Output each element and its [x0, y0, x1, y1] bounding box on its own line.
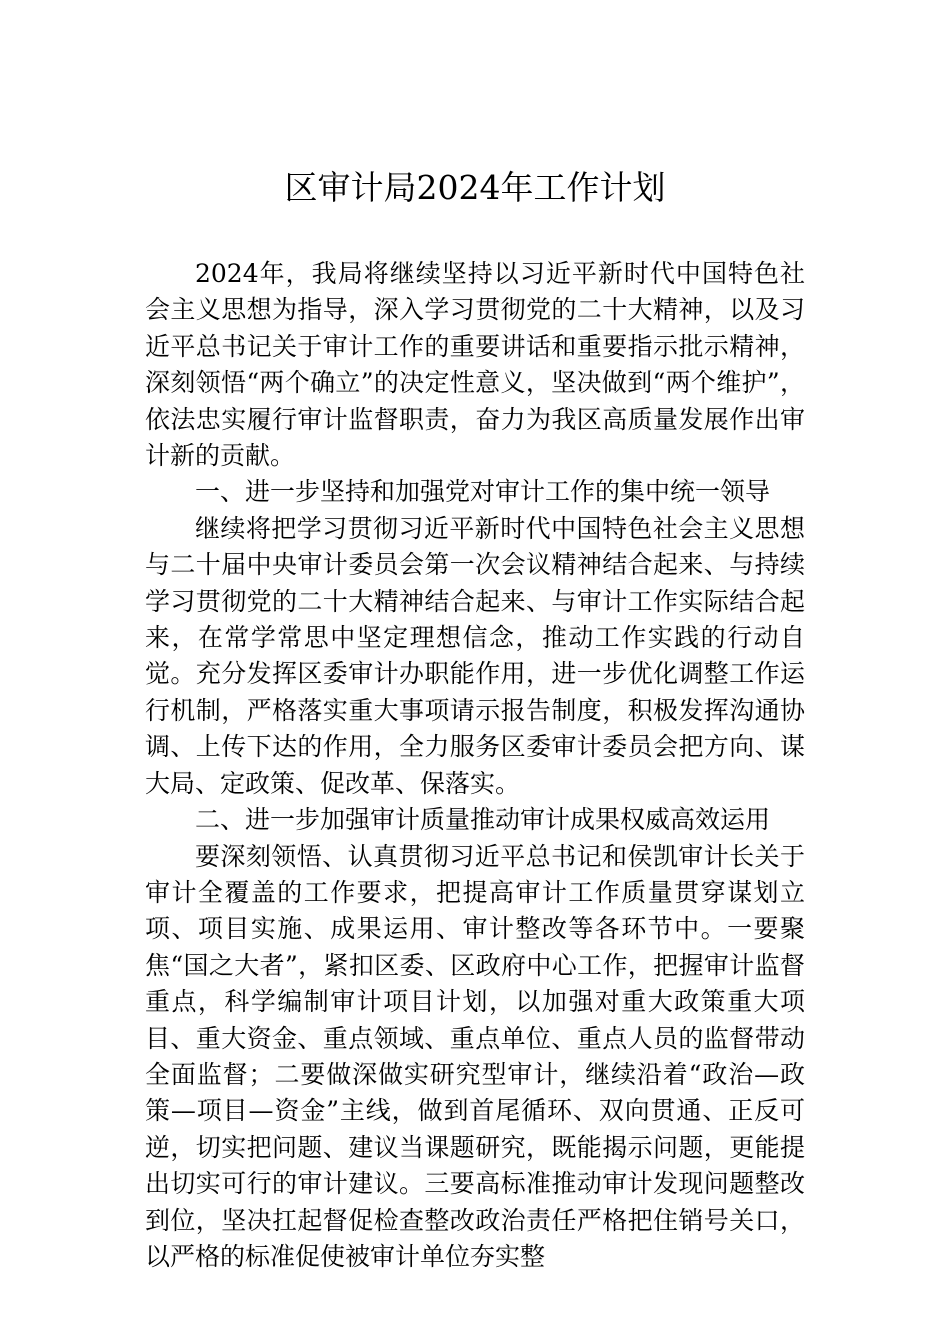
section-1-paragraph: 继续将把学习贯彻习近平新时代中国特色社会主义思想与二十届中央审计委员会第一次会议精神结合起来、与持续学习贯彻党的二十大精神结合起来、与审计工作实际结合起来，在常学常思中坚定理想信念，推动工作实践的行动自觉。充分发挥区委审计办职能作用，进一步优化调整工作运行机制，严格落实重大事项请示报告制度，积极发挥沟通协调、上传下达的作用，全力服务区委审计委员会把方向、谋大局、定政策、促改革、保落实。	[145, 513, 805, 798]
document-body	[145, 256, 805, 1275]
intro-paragraph: 2024年，我局将继续坚持以习近平新时代中国特色社会主义思想为指导，深入学习贯彻党的二十大精神，以及习近平总书记关于审计工作的重要讲话和重要指示批示精神，深刻领悟“两个确立”的决定性意义，坚决做到“两个维护”，依法忠实履行审计监督职责，奋力为我区高质量发展作出审计新的贡献。	[145, 259, 805, 471]
section-heading-2: 二、进一步加强审计质量推动审计成果权威高效运用	[195, 805, 771, 835]
section-2-paragraph: 要深刻领悟、认真贯彻习近平总书记和侯凯审计长关于审计全覆盖的工作要求，把提高审计工作质量贯穿谋划立项、项目实施、成果运用、审计整改等各环节中。一要聚焦“国之大者”，紧扣区委、区政府中心工作，把握审计监督重点，科学编制审计项目计划，以加强对重大政策重大项目、重大资金、重点领域、重点单位、重点人员的监督带动全面监督；二要做深做实研究型审计，继续沿着“政治—政策—项目—资金”主线，做到首尾循环、双向贯通、正反可逆，切实把问题、建议当课题研究，既能揭示问题，更能提出切实可行的审计建议。三要高标准推动审计发现问题整改到位，坚决扛起督促检查整改政治责任严格把住销号关口，以严格的标准促使被审计单位夯实整	[145, 841, 805, 1271]
section-heading-1: 一、进一步坚持和加强党对审计工作的集中统一领导	[195, 477, 771, 507]
document-title: 区审计局2024年工作计划	[284, 168, 666, 207]
